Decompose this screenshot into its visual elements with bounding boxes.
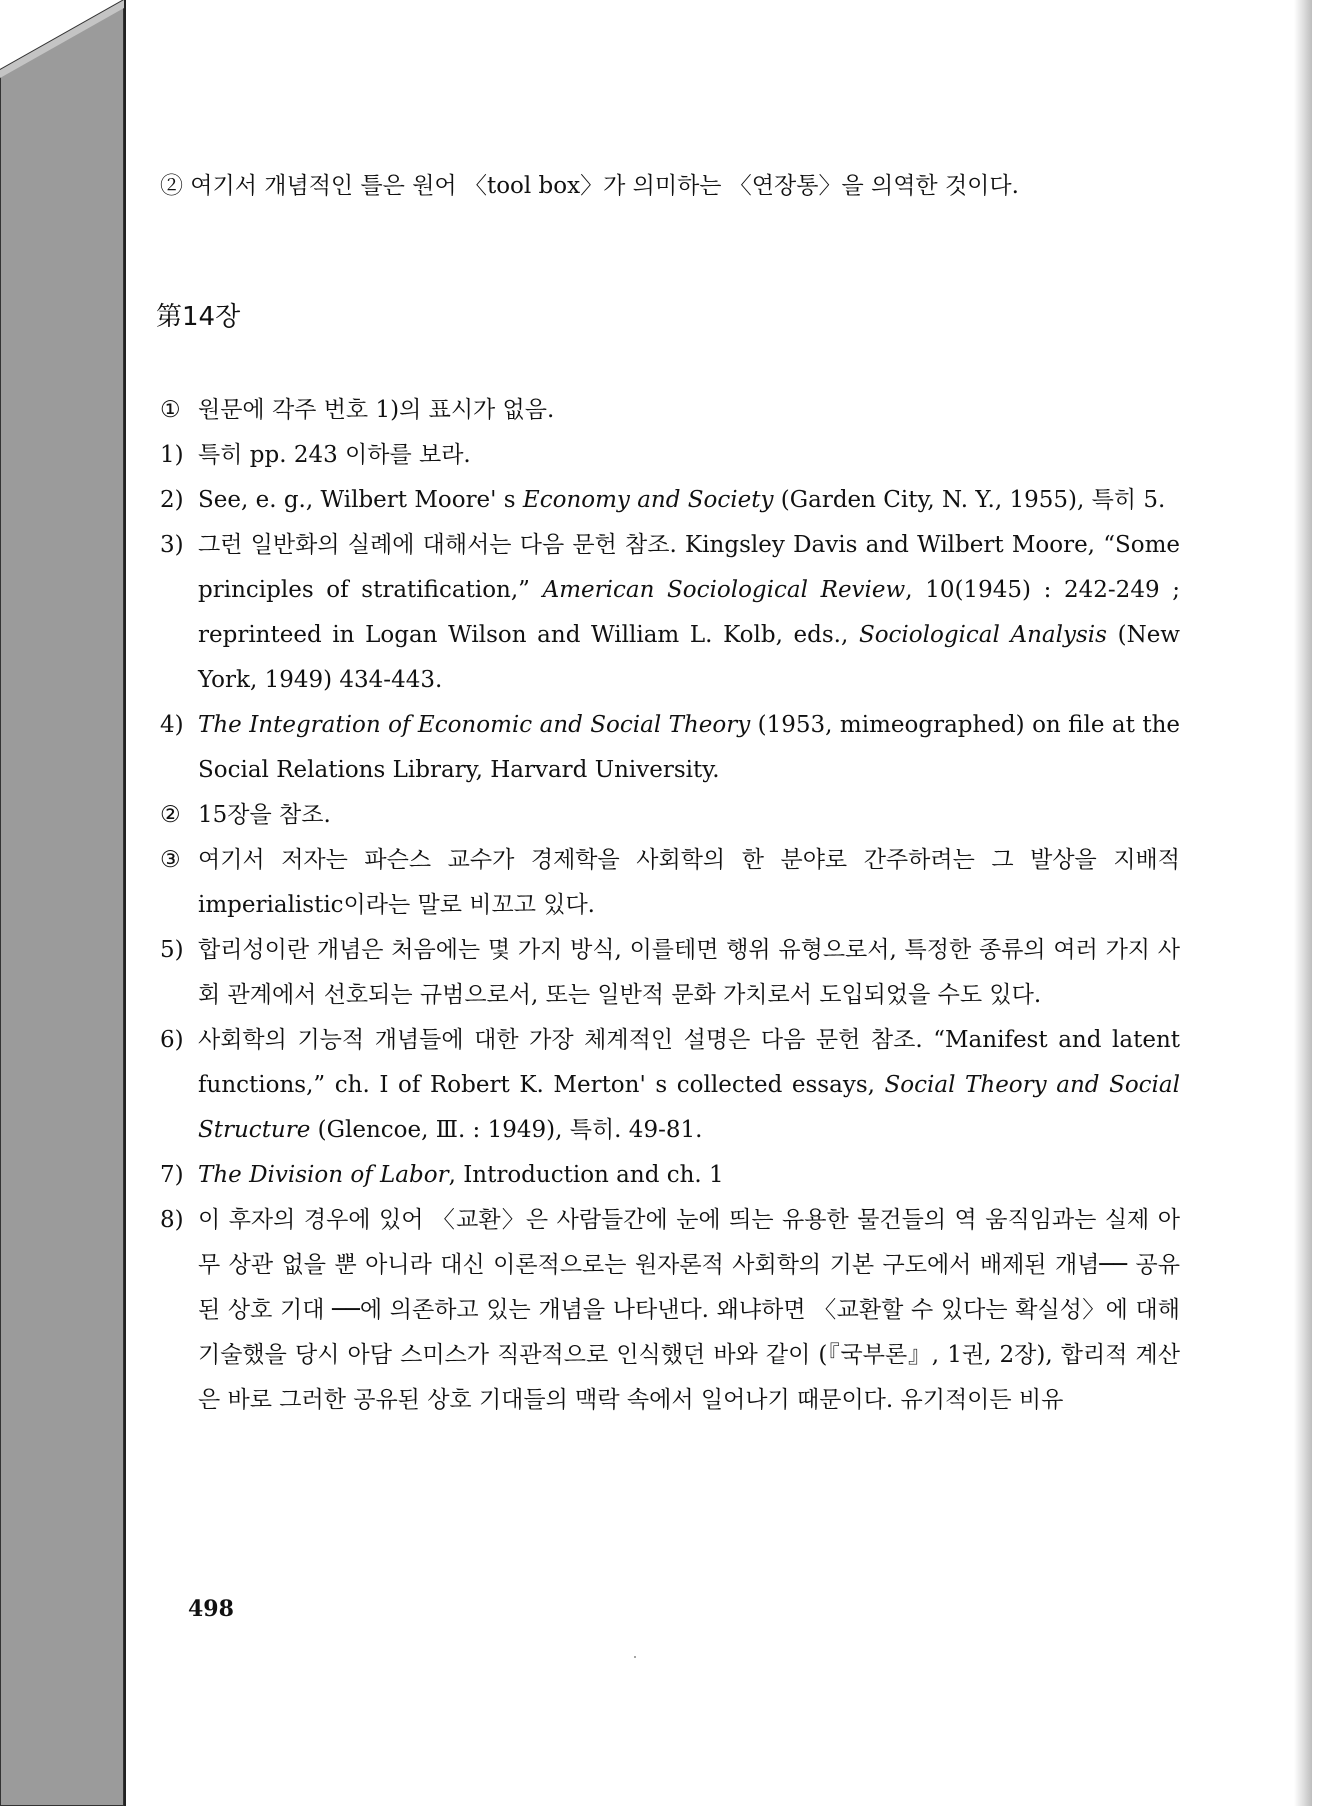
page-number: 498 (188, 1596, 234, 1622)
note-item (160, 838, 1180, 928)
note-text-part: See, e. g., Wilbert Moore' s (198, 487, 523, 513)
note-mark: 5) (160, 937, 184, 963)
book-title: Economy and Society (522, 487, 774, 513)
top-note: ② 여기서 개념적인 틀은 원어 〈tool box〉가 의미하는 〈연장통〉을 의역한 것이다. (160, 173, 1019, 199)
note-text-part: (Garden City, N. Y., 1955), 특히 5. (773, 487, 1166, 513)
note-text: 합리성이란 개념은 처음에는 몇 가지 방식, 이를테면 행위 유형으로서, 특정한 종류의 여러 가지 사회 관계에서 선호되는 규범으로서, 또는 일반적 문화 가치로서 도입되었을 수도 있다. (198, 937, 1180, 1008)
notes-list (160, 388, 1180, 1423)
note-mark: 8) (160, 1207, 184, 1233)
note-item (160, 433, 1180, 478)
note-item (160, 388, 1180, 433)
note-item (160, 703, 1180, 793)
note-text: 여기서 저자는 파슨스 교수가 경제학을 사회학의 한 분야로 간주하려는 그 발상을 지배적 imperialistic이라는 말로 비꼬고 있다. (198, 847, 1180, 918)
note-text: 15장을 참조. (198, 802, 331, 828)
note-text-part: (Glencoe, Ⅲ. : 1949), 특히. 49-81. (310, 1117, 703, 1143)
note-mark: 6) (160, 1027, 184, 1053)
note-text (198, 1153, 1180, 1198)
book-title: Social Theory and Social Structure (198, 1072, 1180, 1143)
note-mark: 2) (160, 487, 184, 513)
note-item (160, 478, 1180, 523)
note-item (160, 1153, 1180, 1198)
book-title: The Integration of Economic and Social Theory (198, 712, 751, 738)
note-text (198, 1018, 1180, 1153)
note-text: 이 후자의 경우에 있어 〈교환〉은 사람들간에 눈에 띄는 유용한 물건들의 역 움직임과는 실제 아무 상관 없을 뿐 아니라 대신 이론적으로는 원자론적 사회학의 기본 구도에서 배제된 개념── 공유된 상호 기대 ──에 의존하고 있는 개념을 나타낸다. 왜냐하면 〈교환할 수 있다는 확실성〉에 대해 기술했을 당시 아담 스미스가 직관적으로 인식했던 바와 같이 (『국부론』, 1권, 2장), 합리적 계산은 바로 그러한 공유된 상호 기대들의 맥락 속에서 일어나기 때문이다. 유기적이든 비유 (198, 1207, 1180, 1413)
note-text (198, 523, 1180, 703)
note-text-part: 그런 일반화의 실례에 대해서는 다음 문헌 참조. Kingsley Davis and Wilbert Moore, “Some principles of stratification,” (198, 532, 1180, 603)
note-mark: 4) (160, 712, 184, 738)
book-title: Sociological Analysis (858, 622, 1107, 648)
chapter-title: 第14장 (156, 302, 241, 332)
note-mark: ③ (160, 847, 181, 873)
note-text: 원문에 각주 번호 1)의 표시가 없음. (198, 397, 555, 423)
note-text-part: (New York, 1949) 434-443. (198, 622, 1180, 693)
note-item (160, 1198, 1180, 1423)
page-edge-shadow (1294, 0, 1312, 1806)
note-text-part: , 10(1945) : 242-249 ; reprinteed in Logan Wilson and William L. Kolb, eds., (198, 577, 1180, 648)
note-item (160, 1018, 1180, 1153)
note-text (198, 703, 1180, 793)
note-text-part: (1953, mimeographed) on file at the Social Relations Library, Harvard University. (198, 712, 1180, 783)
note-mark: 7) (160, 1162, 184, 1188)
note-item (160, 793, 1180, 838)
note-text-part: 사회학의 기능적 개념들에 대한 가장 체계적인 설명은 다음 문헌 참조. “Manifest and latent functions,” ch. I of Robert K. Merton' s collected essays, (198, 1027, 1180, 1098)
note-text: 특히 pp. 243 이하를 보라. (198, 442, 471, 468)
note-mark: ① (160, 397, 181, 423)
note-mark: ② (160, 802, 181, 828)
journal-title: American Sociological Review (542, 577, 906, 603)
scan-speck (634, 1656, 636, 1658)
note-text (198, 478, 1180, 523)
note-item (160, 928, 1180, 1018)
note-text-part: , Introduction and ch. 1 (448, 1162, 724, 1188)
note-mark: 3) (160, 532, 184, 558)
note-mark: 1) (160, 442, 184, 468)
note-item (160, 523, 1180, 703)
book-title: The Division of Labor (198, 1162, 449, 1188)
